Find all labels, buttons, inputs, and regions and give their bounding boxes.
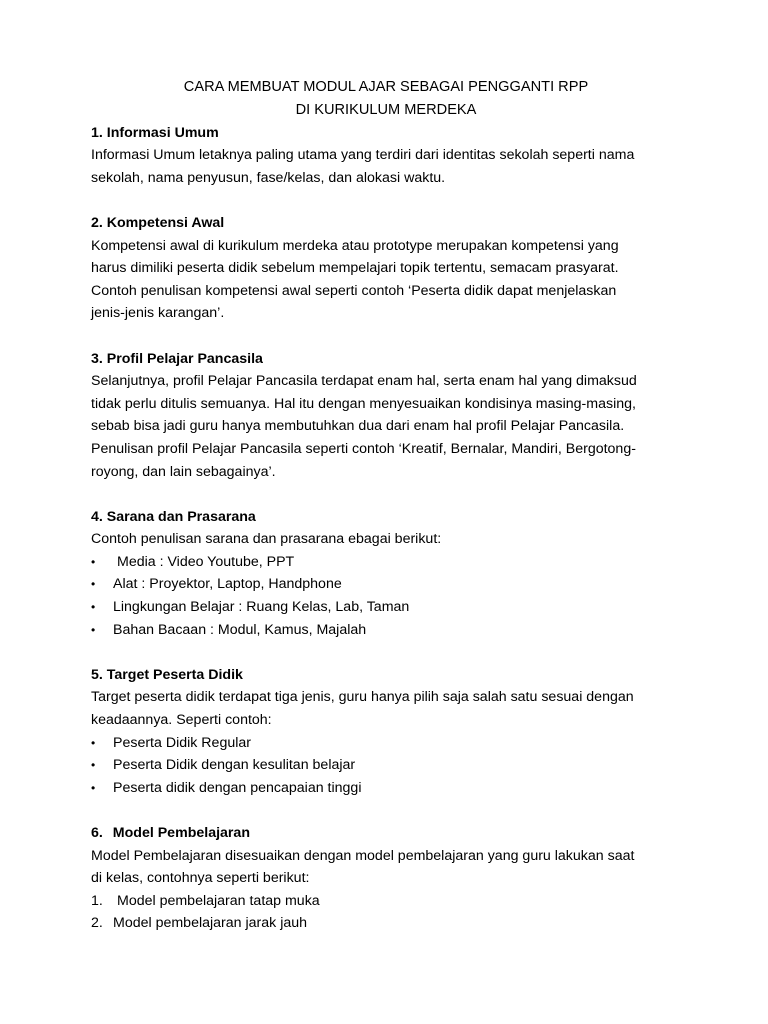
list-item-text: Model pembelajaran tatap muka <box>117 892 320 909</box>
heading-text: Model Pembelajaran <box>112 825 250 841</box>
section-heading: 5. Target Peserta Didik <box>91 666 243 683</box>
paragraph-line: Penulisan profil Pelajar Pancasila seperti contoh ‘Kreatif, Bernalar, Mandiri, Bergotong- <box>91 440 636 457</box>
list-item-text: Model pembelajaran jarak jauh <box>113 915 308 932</box>
title-line-2: DI KURIKULUM MERDEKA <box>295 101 477 118</box>
bullet-list <box>91 551 681 641</box>
bullet-marker: • <box>91 577 96 592</box>
list-item <box>91 596 681 619</box>
bullet-marker: • <box>91 622 96 637</box>
number-marker: 2. <box>91 915 103 932</box>
bullet-marker: • <box>91 735 96 750</box>
section-paragraph <box>91 370 681 483</box>
list-item <box>91 777 681 800</box>
paragraph-line: Kompetensi awal di kurikulum merdeka atau prototype merupakan kompetensi yang <box>91 237 619 254</box>
section-paragraph <box>91 144 681 189</box>
document-title <box>91 76 681 122</box>
bullet-list <box>91 732 681 800</box>
section-heading <box>91 822 681 845</box>
bullet-marker: • <box>91 758 96 773</box>
section-model-pembelajaran <box>91 822 681 935</box>
section-paragraph <box>91 686 681 731</box>
section-informasi-umum <box>91 122 681 190</box>
list-item-text: Media : Video Youtube, PPT <box>117 553 295 570</box>
list-item-text: Bahan Bacaan : Modul, Kamus, Majalah <box>113 621 367 638</box>
section-profil-pelajar-pancasila <box>91 348 681 484</box>
paragraph-line: sekolah, nama penyusun, fase/kelas, dan alokasi waktu. <box>91 169 446 186</box>
heading-number: 6. <box>91 825 103 841</box>
paragraph-line: Contoh penulisan sarana dan prasarana ebagai berikut: <box>91 531 442 548</box>
list-item <box>91 890 681 913</box>
number-marker: 1. <box>91 892 103 909</box>
section-heading: 1. Informasi Umum <box>91 124 219 141</box>
paragraph-line: tidak perlu ditulis semuanya. Hal itu dengan menyesuaikan kondisinya masing-masing, <box>91 395 636 412</box>
list-item-text: Peserta Didik dengan kesulitan belajar <box>113 757 356 774</box>
list-item <box>91 912 681 935</box>
section-sarana-prasarana <box>91 506 681 642</box>
paragraph-line: Target peserta didik terdapat tiga jenis, guru hanya pilih saja salah satu sesuai dengan <box>91 689 634 706</box>
list-item <box>91 573 681 596</box>
paragraph-line: Model Pembelajaran disesuaikan dengan model pembelajaran yang guru lakukan saat <box>91 847 635 864</box>
list-item <box>91 754 681 777</box>
bullet-marker: • <box>91 600 96 615</box>
section-heading: 4. Sarana dan Prasarana <box>91 508 256 525</box>
paragraph-line: jenis-jenis karangan’. <box>91 305 225 322</box>
title-line-1: CARA MEMBUAT MODUL AJAR SEBAGAI PENGGANTI RPP <box>183 79 589 95</box>
paragraph-line: Contoh penulisan kompetensi awal seperti contoh ‘Peserta didik dapat menjelaskan <box>91 282 617 299</box>
paragraph-line: di kelas, contohnya seperti berikut: <box>91 870 310 887</box>
list-item-text: Peserta Didik Regular <box>113 734 251 751</box>
section-kompetensi-awal <box>91 212 681 325</box>
section-paragraph <box>91 235 681 325</box>
list-item <box>91 619 681 642</box>
bullet-marker: • <box>91 780 96 795</box>
list-item-text: Lingkungan Belajar : Ruang Kelas, Lab, Taman <box>113 599 410 616</box>
section-heading: 2. Kompetensi Awal <box>91 214 225 231</box>
section-paragraph <box>91 528 681 551</box>
section-paragraph <box>91 845 681 890</box>
paragraph-line: royong, dan lain sebagainya’. <box>91 463 276 480</box>
section-target-peserta-didik <box>91 664 681 800</box>
paragraph-line: Selanjutnya, profil Pelajar Pancasila terdapat enam hal, serta enam hal yang dimaksud <box>91 373 637 390</box>
paragraph-line: keadaannya. Seperti contoh: <box>91 712 272 729</box>
paragraph-line: sebab bisa jadi guru hanya membutuhkan dua dari enam hal profil Pelajar Pancasila. <box>91 418 625 435</box>
list-item <box>91 732 681 755</box>
numbered-list <box>91 890 681 935</box>
paragraph-line: harus dimiliki peserta didik sebelum mempelajari topik tertentu, semacam prasyarat. <box>91 260 619 277</box>
list-item-text: Alat : Proyektor, Laptop, Handphone <box>113 576 342 593</box>
section-heading: 3. Profil Pelajar Pancasila <box>91 350 263 367</box>
list-item <box>91 551 681 574</box>
paragraph-line: Informasi Umum letaknya paling utama yang terdiri dari identitas sekolah seperti nama <box>91 147 635 164</box>
document-body <box>91 76 681 935</box>
list-item-text: Peserta didik dengan pencapaian tinggi <box>113 779 362 796</box>
bullet-marker: • <box>91 554 96 569</box>
